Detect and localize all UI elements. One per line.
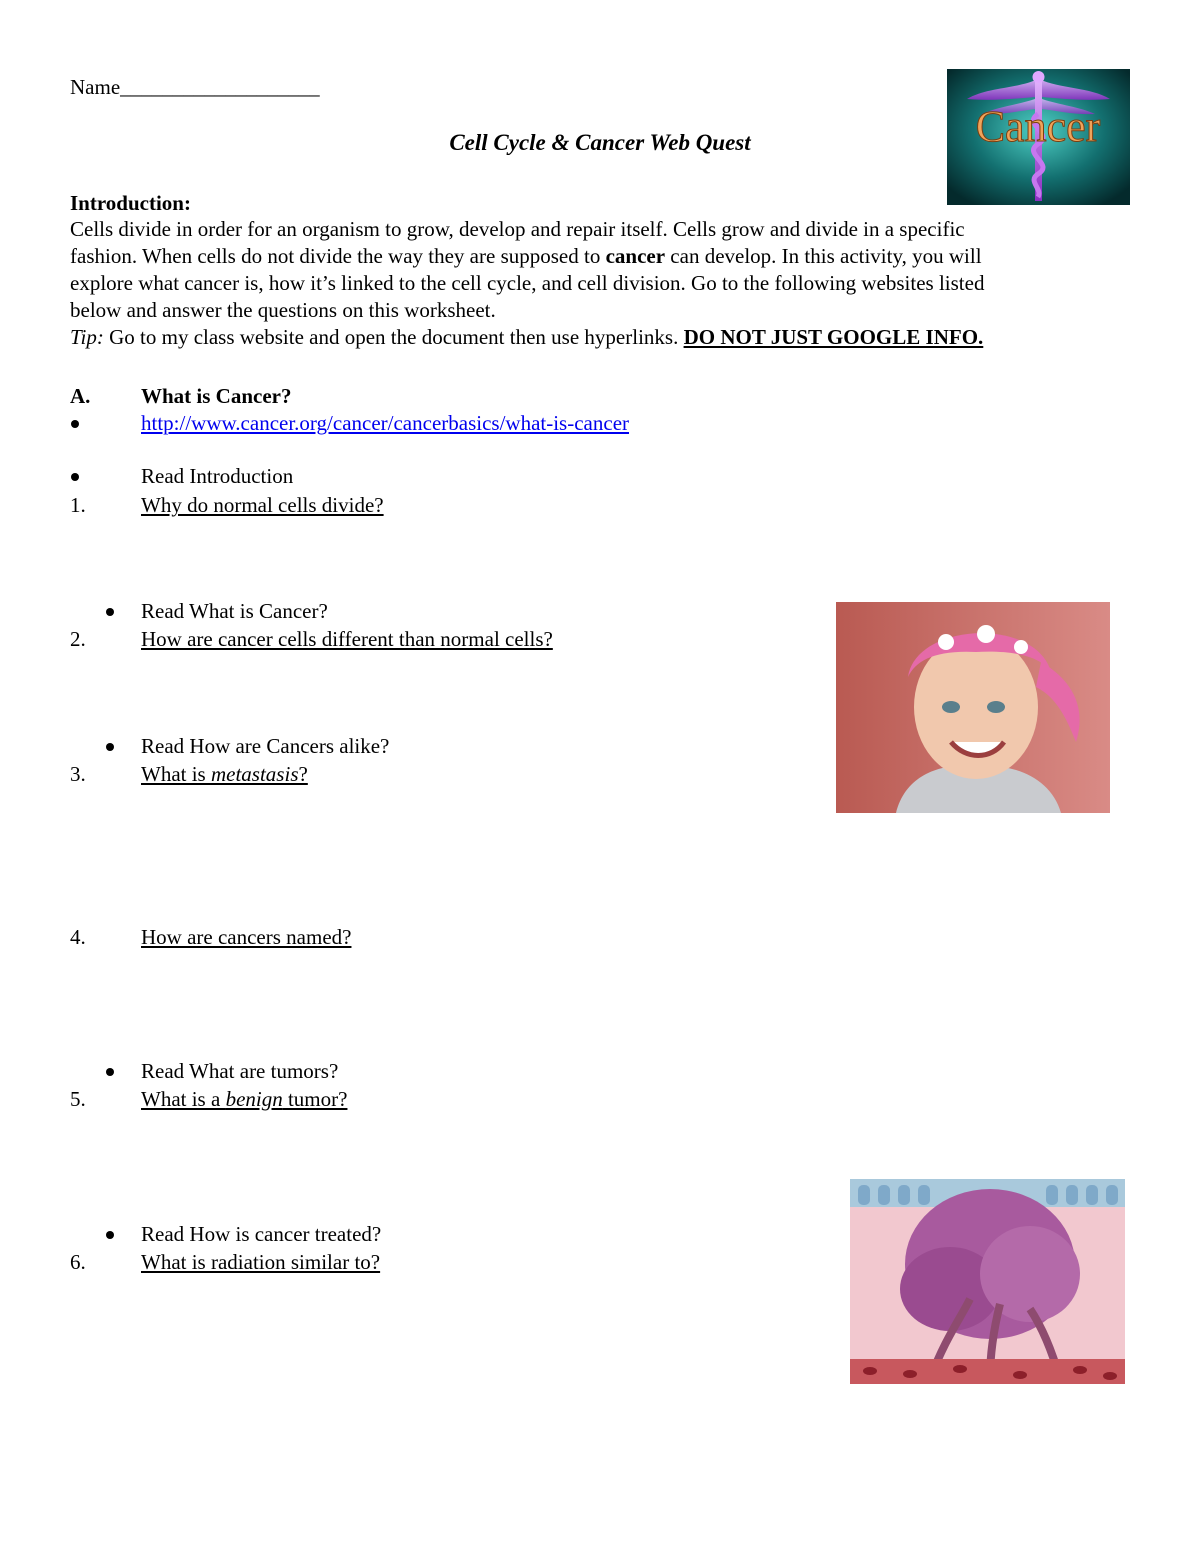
tip-line: Tip: Go to my class website and open the document then use hyperlinks. DO NOT JUST GOOGLE INFO. <box>70 325 984 349</box>
child-photo-image <box>836 602 1110 813</box>
question-6: What is radiation similar to? <box>141 1250 381 1274</box>
logo-text: Cancer <box>975 102 1101 151</box>
question-4: How are cancers named? <box>141 925 352 949</box>
section-letter: A. <box>70 384 91 408</box>
read-instruction-3: Read How are Cancers alike? <box>141 734 390 758</box>
question-1: Why do normal cells divide? <box>141 493 384 517</box>
read-instruction-2: Read What is Cancer? <box>141 599 328 623</box>
bullet-icon <box>106 1231 114 1239</box>
read-instruction-6: Read How is cancer treated? <box>141 1222 382 1246</box>
tumor-illustration-image <box>850 1179 1125 1384</box>
question-number: 4. <box>70 925 86 949</box>
cancer-org-link[interactable]: http://www.cancer.org/cancer/cancerbasics/what-is-cancer <box>141 411 630 435</box>
question-number: 1. <box>70 493 86 517</box>
intro-heading: Introduction: <box>70 191 191 215</box>
bullet-icon <box>106 743 114 751</box>
bullet-icon <box>71 473 79 481</box>
question-3: What is metastasis? <box>141 762 308 786</box>
read-instruction-5: Read What are tumors? <box>141 1059 339 1083</box>
section-title: What is Cancer? <box>141 384 292 408</box>
read-instruction-1: Read Introduction <box>141 464 294 488</box>
question-number: 2. <box>70 627 86 651</box>
question-number: 5. <box>70 1087 86 1111</box>
page-title: Cell Cycle & Cancer Web Quest <box>449 130 751 155</box>
question-5: What is a benign tumor? <box>141 1087 348 1111</box>
bullet-icon <box>106 608 114 616</box>
question-2: How are cancer cells different than normal cells? <box>141 627 553 651</box>
name-field[interactable]: Name___________________ <box>70 75 320 99</box>
intro-paragraph: Cells divide in order for an organism to grow, develop and repair itself. Cells grow and divide in a specific fashion. When cells do not divide the way they are supposed to cancer can develop. In this activity, you will explore what cancer is, how it’s linked to the cell cycle, and cell division. Go to the following websites listed below and answer the questions on this worksheet. <box>70 217 985 322</box>
question-number: 3. <box>70 762 86 786</box>
bullet-icon <box>106 1068 114 1076</box>
cancer-logo-image <box>947 69 1130 205</box>
question-number: 6. <box>70 1250 86 1274</box>
bullet-icon <box>71 420 79 428</box>
